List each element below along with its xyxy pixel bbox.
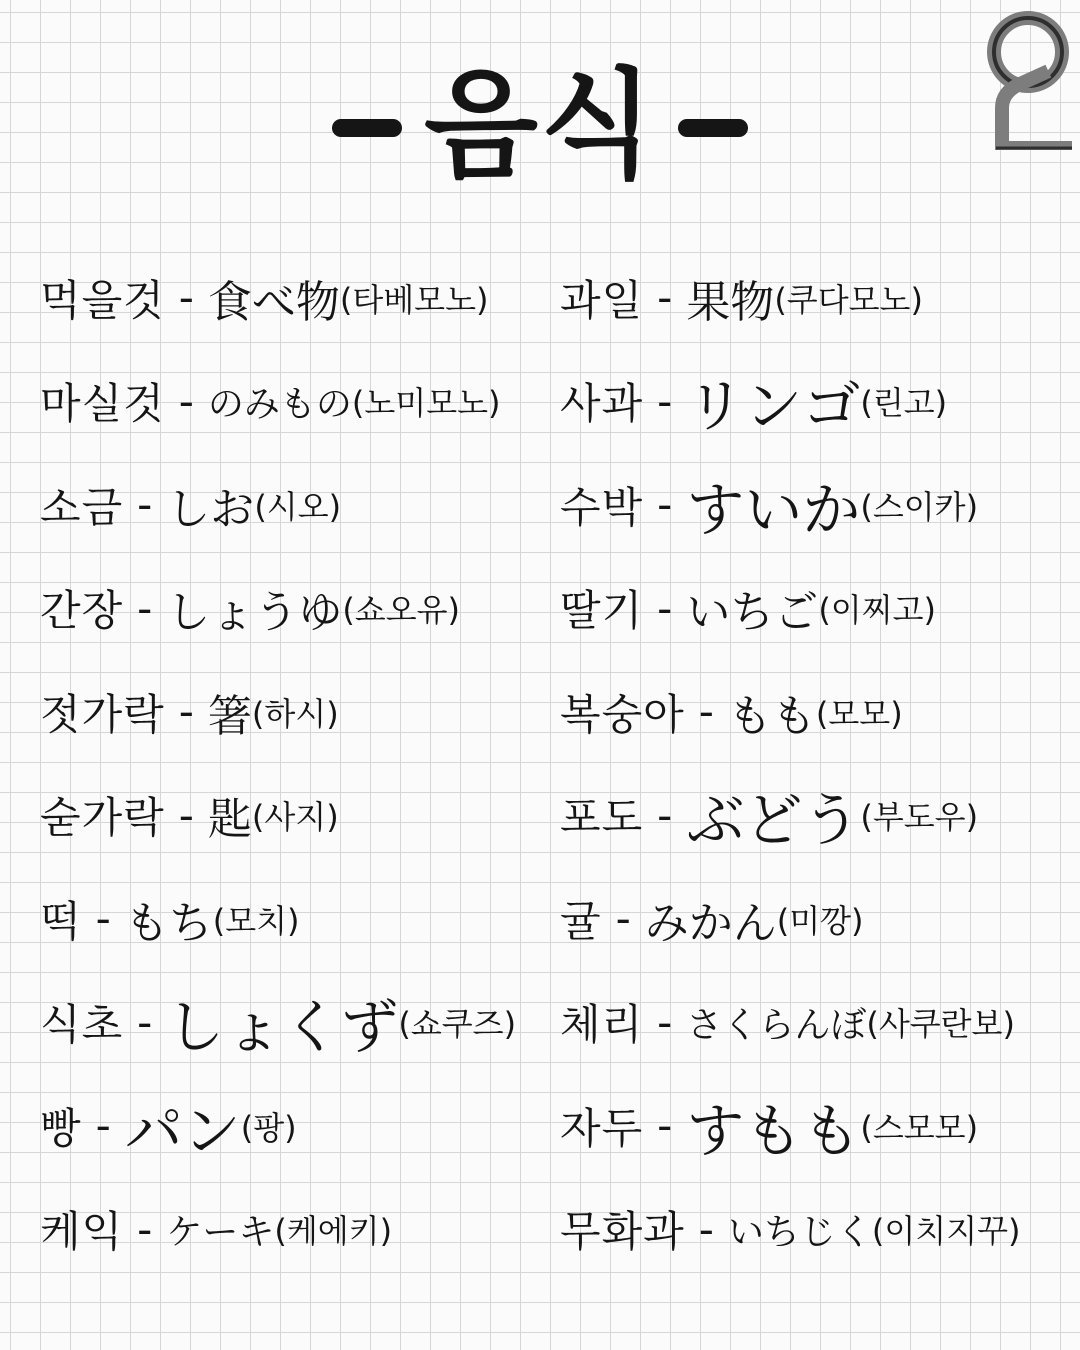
dash-separator: - [657, 790, 673, 840]
korean-reading: ( 쿠다모노 ) [774, 275, 923, 321]
korean-word: 간장 [40, 586, 124, 636]
korean-reading: ( 하시 ) [252, 689, 339, 735]
list-item [40, 971, 545, 1075]
japanese-word: いちじく [727, 1211, 872, 1253]
korean-word: 사과 [560, 379, 644, 429]
list-item [40, 1178, 545, 1282]
dash-separator: - [615, 894, 631, 944]
korean-reading: ( 이찌고 ) [818, 585, 936, 631]
dash-separator: - [657, 583, 673, 633]
korean-reading: ( 쇼쿠즈 ) [398, 999, 516, 1045]
korean-word: 소금 [40, 482, 124, 532]
japanese-word: しお [166, 483, 255, 535]
dash-separator: - [137, 480, 153, 530]
japanese-word: ケーキ [166, 1211, 275, 1253]
korean-reading: ( 케에키 ) [274, 1206, 392, 1252]
list-item [560, 557, 1080, 661]
dash-separator: - [178, 687, 194, 737]
korean-word: 복숭아 [560, 689, 685, 739]
title-dash-left [332, 119, 402, 137]
japanese-word: 匙 [207, 794, 252, 846]
dash-separator: - [178, 790, 194, 840]
dash-separator: - [698, 1204, 714, 1254]
japanese-word: パン [124, 1096, 241, 1165]
korean-reading: ( 모치 ) [213, 896, 300, 942]
dash-separator: - [178, 376, 194, 426]
list-item [40, 246, 545, 350]
japanese-word: のみもの [207, 383, 352, 425]
japanese-word: もち [124, 897, 213, 949]
korean-reading: ( 시오 ) [254, 482, 341, 528]
brand-logo-icon [982, 8, 1074, 150]
korean-reading: ( 쇼오유 ) [342, 585, 460, 631]
list-item [40, 764, 545, 868]
korean-reading: ( 팡 ) [241, 1103, 297, 1149]
list-item [560, 971, 1080, 1075]
korean-word: 수박 [560, 482, 644, 532]
korean-reading: ( 린고 ) [860, 378, 947, 424]
list-item [560, 246, 1080, 350]
korean-reading: ( 이치지꾸 ) [872, 1206, 1021, 1252]
list-item [40, 350, 545, 454]
list-item [560, 453, 1080, 557]
dash-separator: - [657, 273, 673, 323]
japanese-word: いちご [686, 587, 819, 639]
korean-word: 마실것 [40, 379, 165, 429]
list-item [560, 764, 1080, 868]
korean-word: 무화과 [560, 1207, 685, 1257]
korean-reading: ( 노미모노 ) [352, 378, 501, 424]
korean-word: 먹을것 [40, 275, 165, 325]
left-word-list [40, 246, 545, 1281]
dash-separator: - [137, 1204, 153, 1254]
korean-reading: ( 타베모노 ) [340, 275, 489, 321]
korean-reading: ( 모모 ) [816, 689, 903, 735]
list-item [40, 1074, 545, 1178]
list-item [40, 453, 545, 557]
japanese-word: もも [727, 690, 816, 742]
list-item [560, 350, 1080, 454]
dash-separator: - [657, 997, 673, 1047]
list-item [40, 557, 545, 661]
korean-word: 젓가락 [40, 689, 165, 739]
right-word-list [560, 246, 1080, 1281]
list-item [560, 867, 1080, 971]
korean-word: 떡 [40, 896, 82, 946]
dash-separator: - [137, 997, 153, 1047]
japanese-word: 箸 [207, 690, 252, 742]
korean-word: 딸기 [560, 586, 644, 636]
list-item [40, 660, 545, 764]
korean-word: 체리 [560, 1000, 644, 1050]
dash-separator: - [137, 583, 153, 633]
japanese-word: みかん [644, 897, 777, 949]
korean-word: 빵 [40, 1103, 82, 1153]
list-item [40, 867, 545, 971]
dash-separator: - [657, 376, 673, 426]
korean-word: 자두 [560, 1103, 644, 1153]
korean-word: 케익 [40, 1207, 124, 1257]
japanese-word: 食べ物 [207, 276, 340, 328]
japanese-word: すいか [686, 475, 861, 544]
title-text: 음식 [424, 56, 656, 194]
korean-reading: ( 스모모 ) [860, 1103, 978, 1149]
korean-word: 귤 [560, 896, 602, 946]
japanese-word: しょくず [166, 993, 399, 1062]
korean-reading: ( 사쿠란보 ) [866, 999, 1015, 1045]
dash-separator: - [95, 1101, 111, 1151]
korean-reading: ( 사지 ) [252, 792, 339, 838]
korean-reading: ( 스이카 ) [860, 482, 978, 528]
dash-separator: - [178, 273, 194, 323]
japanese-word: すもも [686, 1096, 861, 1165]
japanese-word: さくらんぼ [686, 1004, 867, 1046]
korean-word: 포도 [560, 793, 644, 843]
korean-word: 숟가락 [40, 793, 165, 843]
dash-separator: - [95, 894, 111, 944]
title-dash-right [678, 119, 748, 137]
korean-reading: ( 미깡 ) [777, 896, 864, 942]
dash-separator: - [657, 1101, 673, 1151]
japanese-word: ぶどう [686, 786, 861, 855]
japanese-word: リンゴ [686, 372, 861, 441]
list-item [560, 1074, 1080, 1178]
dash-separator: - [657, 480, 673, 530]
dash-separator: - [698, 687, 714, 737]
korean-word: 식초 [40, 1000, 124, 1050]
japanese-word: しょうゆ [166, 587, 343, 639]
list-item [560, 660, 1080, 764]
korean-word: 과일 [560, 275, 644, 325]
korean-reading: ( 부도우 ) [860, 792, 978, 838]
page-title [0, 55, 1080, 195]
japanese-word: 果物 [686, 276, 775, 328]
list-item [560, 1178, 1080, 1282]
